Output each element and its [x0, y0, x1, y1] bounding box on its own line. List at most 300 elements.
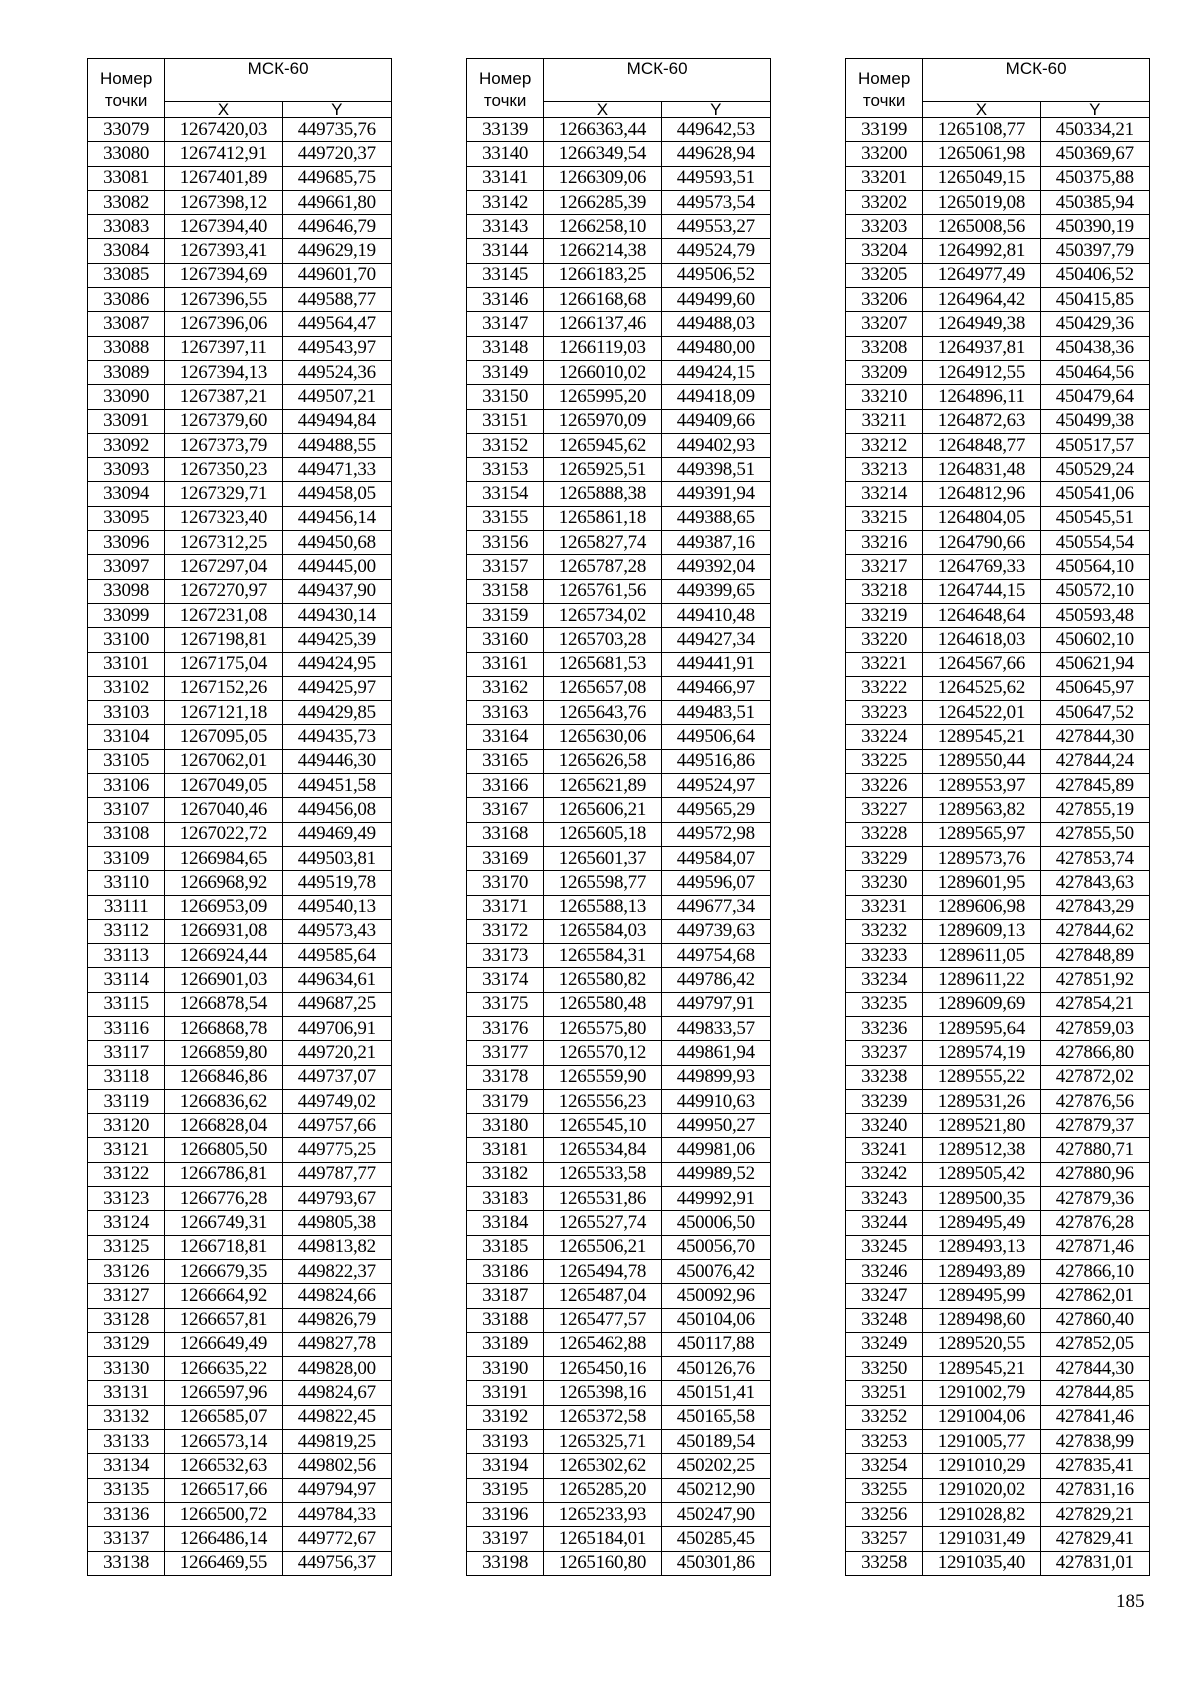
coordinate-system-header: МСК-60	[923, 59, 1150, 102]
table-row	[88, 1235, 392, 1259]
x-coordinate-cell: 1264812,96	[923, 482, 1040, 506]
y-coordinate-cell: 427876,28	[1040, 1211, 1149, 1235]
table-row	[467, 1016, 771, 1040]
point-number-cell: 33252	[846, 1405, 923, 1429]
table-row	[467, 1041, 771, 1065]
point-number-cell: 33161	[467, 652, 544, 676]
table-row	[88, 603, 392, 627]
point-number-cell: 33237	[846, 1041, 923, 1065]
y-coordinate-cell: 449450,68	[282, 531, 391, 555]
point-number-cell: 33187	[467, 1284, 544, 1308]
y-coordinate-cell: 450621,94	[1040, 652, 1149, 676]
y-coordinate-cell: 449989,52	[661, 1162, 770, 1186]
table-row	[467, 1211, 771, 1235]
y-coordinate-cell: 449797,91	[661, 992, 770, 1016]
point-number-cell: 33154	[467, 482, 544, 506]
x-coordinate-cell: 1266469,55	[165, 1551, 282, 1575]
x-coordinate-cell: 1266749,31	[165, 1211, 282, 1235]
table-row	[846, 239, 1150, 263]
point-number-cell: 33174	[467, 968, 544, 992]
table-row	[88, 1211, 392, 1235]
point-number-cell: 33186	[467, 1259, 544, 1283]
x-coordinate-cell: 1266828,04	[165, 1114, 282, 1138]
table-row	[88, 166, 392, 190]
point-number-cell: 33239	[846, 1089, 923, 1113]
x-coordinate-cell: 1289609,13	[923, 919, 1040, 943]
table-row	[88, 312, 392, 336]
y-coordinate-cell: 449543,97	[282, 336, 391, 360]
y-coordinate-cell: 449506,52	[661, 263, 770, 287]
y-coordinate-cell: 449757,66	[282, 1114, 391, 1138]
x-coordinate-cell: 1267396,55	[165, 288, 282, 312]
x-coordinate-cell: 1291020,02	[923, 1478, 1040, 1502]
table-row	[88, 555, 392, 579]
y-coordinate-cell: 449466,97	[661, 676, 770, 700]
x-coordinate-cell: 1265570,12	[544, 1041, 661, 1065]
table-row	[467, 846, 771, 870]
y-coordinate-cell: 427855,19	[1040, 798, 1149, 822]
y-coordinate-cell: 427855,50	[1040, 822, 1149, 846]
x-coordinate-cell: 1265888,38	[544, 482, 661, 506]
y-coordinate-cell: 449784,33	[282, 1502, 391, 1526]
table-row	[846, 749, 1150, 773]
point-number-cell: 33090	[88, 385, 165, 409]
table-row	[846, 968, 1150, 992]
x-coordinate-cell: 1267394,13	[165, 360, 282, 384]
x-coordinate-cell: 1266486,14	[165, 1527, 282, 1551]
point-number-cell: 33147	[467, 312, 544, 336]
table-row	[846, 1114, 1150, 1138]
point-number-cell: 33225	[846, 749, 923, 773]
point-number-cell: 33151	[467, 409, 544, 433]
x-coordinate-cell: 1265606,21	[544, 798, 661, 822]
x-coordinate-cell: 1264769,33	[923, 555, 1040, 579]
point-number-cell: 33168	[467, 822, 544, 846]
y-coordinate-cell: 450334,21	[1040, 118, 1149, 142]
point-number-cell: 33129	[88, 1332, 165, 1356]
point-number-cell: 33134	[88, 1454, 165, 1478]
y-coordinate-cell: 449588,77	[282, 288, 391, 312]
y-coordinate-cell: 449488,03	[661, 312, 770, 336]
x-coordinate-cell: 1289495,49	[923, 1211, 1040, 1235]
y-coordinate-cell: 449524,79	[661, 239, 770, 263]
x-coordinate-cell: 1289611,22	[923, 968, 1040, 992]
point-number-cell: 33122	[88, 1162, 165, 1186]
y-coordinate-cell: 427829,41	[1040, 1527, 1149, 1551]
x-coordinate-cell: 1266868,78	[165, 1016, 282, 1040]
y-coordinate-cell: 450397,79	[1040, 239, 1149, 263]
table-row	[88, 1430, 392, 1454]
y-coordinate-cell: 427851,92	[1040, 968, 1149, 992]
x-coordinate-cell: 1266664,92	[165, 1284, 282, 1308]
point-number-cell: 33120	[88, 1114, 165, 1138]
point-number-cell: 33247	[846, 1284, 923, 1308]
y-coordinate-cell: 427853,74	[1040, 846, 1149, 870]
table-row	[467, 1502, 771, 1526]
x-coordinate-cell: 1265325,71	[544, 1430, 661, 1454]
y-coordinate-cell: 449737,07	[282, 1065, 391, 1089]
table-row	[846, 1527, 1150, 1551]
table-row	[467, 871, 771, 895]
y-coordinate-cell: 450165,58	[661, 1405, 770, 1429]
x-coordinate-cell: 1266657,81	[165, 1308, 282, 1332]
x-coordinate-cell: 1265061,98	[923, 142, 1040, 166]
x-coordinate-cell: 1267062,01	[165, 749, 282, 773]
table-row	[846, 1308, 1150, 1332]
point-number-cell: 33183	[467, 1187, 544, 1211]
table-row	[467, 458, 771, 482]
page-number: 185	[1116, 1591, 1145, 1612]
y-coordinate-cell: 427841,46	[1040, 1405, 1149, 1429]
x-coordinate-cell: 1267397,11	[165, 336, 282, 360]
table-row	[846, 482, 1150, 506]
point-number-cell: 33098	[88, 579, 165, 603]
y-coordinate-cell: 449793,67	[282, 1187, 391, 1211]
x-coordinate-cell: 1267152,26	[165, 676, 282, 700]
table-row	[467, 385, 771, 409]
point-number-cell: 33171	[467, 895, 544, 919]
y-coordinate-cell: 449425,39	[282, 628, 391, 652]
x-coordinate-cell: 1264937,81	[923, 336, 1040, 360]
point-number-cell: 33178	[467, 1065, 544, 1089]
table-row	[88, 215, 392, 239]
point-number-cell: 33166	[467, 774, 544, 798]
point-number-cell: 33162	[467, 676, 544, 700]
table-row	[88, 1089, 392, 1113]
x-coordinate-cell: 1264964,42	[923, 288, 1040, 312]
x-coordinate-cell: 1265108,77	[923, 118, 1040, 142]
x-coordinate-cell: 1266500,72	[165, 1502, 282, 1526]
point-number-cell: 33082	[88, 190, 165, 214]
point-number-header: Номер точки	[846, 59, 923, 118]
point-number-cell: 33087	[88, 312, 165, 336]
point-number-cell: 33185	[467, 1235, 544, 1259]
point-number-cell: 33175	[467, 992, 544, 1016]
point-number-cell: 33248	[846, 1308, 923, 1332]
table-row	[467, 992, 771, 1016]
y-coordinate-cell: 449451,58	[282, 774, 391, 798]
x-coordinate-cell: 1264831,48	[923, 458, 1040, 482]
x-coordinate-cell: 1267121,18	[165, 701, 282, 725]
y-coordinate-cell: 449794,97	[282, 1478, 391, 1502]
y-coordinate-cell: 449813,82	[282, 1235, 391, 1259]
point-number-cell: 33142	[467, 190, 544, 214]
y-coordinate-cell: 449687,25	[282, 992, 391, 1016]
x-coordinate-cell: 1291010,29	[923, 1454, 1040, 1478]
x-coordinate-cell: 1267398,12	[165, 190, 282, 214]
x-coordinate-cell: 1265827,74	[544, 531, 661, 555]
table-row	[88, 142, 392, 166]
table-row	[467, 774, 771, 798]
x-coordinate-cell: 1289493,13	[923, 1235, 1040, 1259]
point-number-cell: 33109	[88, 846, 165, 870]
point-number-cell: 33083	[88, 215, 165, 239]
point-number-cell: 33086	[88, 288, 165, 312]
y-coordinate-cell: 449819,25	[282, 1430, 391, 1454]
y-coordinate-cell: 450151,41	[661, 1381, 770, 1405]
x-coordinate-cell: 1265588,13	[544, 895, 661, 919]
point-number-cell: 33189	[467, 1332, 544, 1356]
point-number-cell: 33139	[467, 118, 544, 142]
y-coordinate-cell: 450104,06	[661, 1308, 770, 1332]
table-row	[88, 822, 392, 846]
table-row	[467, 215, 771, 239]
y-coordinate-cell: 449910,63	[661, 1089, 770, 1113]
y-coordinate-cell: 449573,54	[661, 190, 770, 214]
y-coordinate-cell: 450572,10	[1040, 579, 1149, 603]
coordinates-table-2	[466, 58, 771, 1576]
table-row	[846, 1551, 1150, 1575]
point-number-cell: 33205	[846, 263, 923, 287]
table-row	[467, 579, 771, 603]
point-number-cell: 33213	[846, 458, 923, 482]
point-number-cell: 33211	[846, 409, 923, 433]
x-coordinate-cell: 1266573,14	[165, 1430, 282, 1454]
x-header: X	[544, 102, 661, 118]
x-coordinate-cell: 1266649,49	[165, 1332, 282, 1356]
table-row	[88, 774, 392, 798]
table-row	[88, 1502, 392, 1526]
table-row	[846, 385, 1150, 409]
x-coordinate-cell: 1266679,35	[165, 1259, 282, 1283]
x-coordinate-cell: 1266214,38	[544, 239, 661, 263]
y-coordinate-cell: 450189,54	[661, 1430, 770, 1454]
x-coordinate-cell: 1267387,21	[165, 385, 282, 409]
x-coordinate-cell: 1266931,08	[165, 919, 282, 943]
y-coordinate-cell: 449483,51	[661, 701, 770, 725]
y-coordinate-cell: 449503,81	[282, 846, 391, 870]
table-row	[846, 142, 1150, 166]
y-coordinate-cell: 450126,76	[661, 1357, 770, 1381]
x-coordinate-cell: 1265533,58	[544, 1162, 661, 1186]
y-coordinate-cell: 449409,66	[661, 409, 770, 433]
x-coordinate-cell: 1265580,82	[544, 968, 661, 992]
y-coordinate-cell: 450056,70	[661, 1235, 770, 1259]
table-row	[88, 506, 392, 530]
table-row	[467, 190, 771, 214]
point-number-cell: 33196	[467, 1502, 544, 1526]
x-coordinate-cell: 1267175,04	[165, 652, 282, 676]
point-number-cell: 33157	[467, 555, 544, 579]
y-coordinate-cell: 449540,13	[282, 895, 391, 919]
point-number-cell: 33199	[846, 118, 923, 142]
x-coordinate-cell: 1266924,44	[165, 944, 282, 968]
y-coordinate-cell: 450602,10	[1040, 628, 1149, 652]
table-row	[467, 288, 771, 312]
y-coordinate-cell: 449822,45	[282, 1405, 391, 1429]
table-row	[467, 1332, 771, 1356]
x-coordinate-cell: 1264567,66	[923, 652, 1040, 676]
table-row	[88, 919, 392, 943]
x-coordinate-cell: 1264896,11	[923, 385, 1040, 409]
x-coordinate-cell: 1266168,68	[544, 288, 661, 312]
table-row	[846, 725, 1150, 749]
table-row	[846, 992, 1150, 1016]
point-number-cell: 33206	[846, 288, 923, 312]
coordinates-table-body	[88, 118, 392, 1576]
x-coordinate-cell: 1264848,77	[923, 433, 1040, 457]
table-row	[846, 1478, 1150, 1502]
y-coordinate-cell: 450375,88	[1040, 166, 1149, 190]
table-row	[88, 1187, 392, 1211]
x-coordinate-cell: 1265584,31	[544, 944, 661, 968]
table-row	[846, 871, 1150, 895]
x-coordinate-cell: 1289555,22	[923, 1065, 1040, 1089]
point-number-cell: 33117	[88, 1041, 165, 1065]
x-coordinate-cell: 1265626,58	[544, 749, 661, 773]
table-row	[846, 774, 1150, 798]
point-number-cell: 33257	[846, 1527, 923, 1551]
y-coordinate-cell: 449516,86	[661, 749, 770, 773]
point-number-cell: 33214	[846, 482, 923, 506]
y-coordinate-cell: 427838,99	[1040, 1430, 1149, 1454]
y-coordinate-cell: 449661,80	[282, 190, 391, 214]
y-coordinate-cell: 449634,61	[282, 968, 391, 992]
table-row	[846, 1357, 1150, 1381]
table-row	[846, 1041, 1150, 1065]
table-row	[467, 142, 771, 166]
point-number-cell: 33092	[88, 433, 165, 457]
table-row	[88, 360, 392, 384]
point-number-cell: 33256	[846, 1502, 923, 1526]
point-number-cell: 33119	[88, 1089, 165, 1113]
coordinates-table-body	[846, 118, 1150, 1576]
table-row	[846, 312, 1150, 336]
x-coordinate-cell: 1265703,28	[544, 628, 661, 652]
x-coordinate-cell: 1267394,40	[165, 215, 282, 239]
y-coordinate-cell: 427872,02	[1040, 1065, 1149, 1089]
table-row	[846, 360, 1150, 384]
point-number-cell: 33216	[846, 531, 923, 555]
y-coordinate-cell: 427879,37	[1040, 1114, 1149, 1138]
y-coordinate-cell: 449775,25	[282, 1138, 391, 1162]
point-number-cell: 33170	[467, 871, 544, 895]
x-coordinate-cell: 1291028,82	[923, 1502, 1040, 1526]
x-coordinate-cell: 1265970,09	[544, 409, 661, 433]
y-coordinate-cell: 449425,97	[282, 676, 391, 700]
point-number-cell: 33131	[88, 1381, 165, 1405]
point-number-cell: 33230	[846, 871, 923, 895]
point-number-cell: 33188	[467, 1308, 544, 1332]
coordinates-table-body	[467, 118, 771, 1576]
table-row	[88, 1381, 392, 1405]
table-row	[88, 458, 392, 482]
x-coordinate-cell: 1267373,79	[165, 433, 282, 457]
y-coordinate-cell: 450202,25	[661, 1454, 770, 1478]
table-row	[846, 288, 1150, 312]
table-row	[88, 1332, 392, 1356]
table-row	[467, 895, 771, 919]
point-number-cell: 33232	[846, 919, 923, 943]
y-coordinate-cell: 427866,80	[1040, 1041, 1149, 1065]
table-row	[88, 846, 392, 870]
table-row	[467, 1405, 771, 1429]
y-coordinate-cell: 449446,30	[282, 749, 391, 773]
y-coordinate-cell: 449981,06	[661, 1138, 770, 1162]
y-coordinate-cell: 449629,19	[282, 239, 391, 263]
table-row	[846, 1089, 1150, 1113]
y-coordinate-cell: 427854,21	[1040, 992, 1149, 1016]
table-row	[467, 1430, 771, 1454]
y-coordinate-cell: 450464,56	[1040, 360, 1149, 384]
point-number-cell: 33253	[846, 1430, 923, 1454]
y-coordinate-cell: 449786,42	[661, 968, 770, 992]
point-number-cell: 33202	[846, 190, 923, 214]
table-row	[88, 1065, 392, 1089]
y-coordinate-cell: 449572,98	[661, 822, 770, 846]
y-coordinate-cell: 450429,36	[1040, 312, 1149, 336]
y-coordinate-cell: 449826,79	[282, 1308, 391, 1332]
y-coordinate-cell: 450301,86	[661, 1551, 770, 1575]
point-number-cell: 33149	[467, 360, 544, 384]
y-coordinate-cell: 449458,05	[282, 482, 391, 506]
table-row	[467, 749, 771, 773]
point-number-cell: 33203	[846, 215, 923, 239]
table-row	[467, 239, 771, 263]
y-coordinate-cell: 450499,38	[1040, 409, 1149, 433]
point-number-cell: 33140	[467, 142, 544, 166]
table-row	[88, 701, 392, 725]
table-row	[467, 360, 771, 384]
y-coordinate-cell: 449706,91	[282, 1016, 391, 1040]
x-coordinate-cell: 1265761,56	[544, 579, 661, 603]
y-coordinate-cell: 450554,54	[1040, 531, 1149, 555]
point-number-cell: 33081	[88, 166, 165, 190]
y-coordinate-cell: 449749,02	[282, 1089, 391, 1113]
x-coordinate-cell: 1265506,21	[544, 1235, 661, 1259]
y-coordinate-cell: 450117,88	[661, 1332, 770, 1356]
x-coordinate-cell: 1266805,50	[165, 1138, 282, 1162]
point-number-cell: 33209	[846, 360, 923, 384]
x-coordinate-cell: 1266859,80	[165, 1041, 282, 1065]
table-row	[467, 1259, 771, 1283]
y-coordinate-cell: 450390,19	[1040, 215, 1149, 239]
point-number-cell: 33244	[846, 1211, 923, 1235]
table-row	[846, 1430, 1150, 1454]
x-coordinate-cell: 1265302,62	[544, 1454, 661, 1478]
x-coordinate-cell: 1265494,78	[544, 1259, 661, 1283]
point-number-cell: 33136	[88, 1502, 165, 1526]
x-coordinate-cell: 1289545,21	[923, 725, 1040, 749]
y-header: Y	[661, 102, 770, 118]
table-row	[88, 1284, 392, 1308]
y-coordinate-cell: 449601,70	[282, 263, 391, 287]
y-coordinate-cell: 427852,05	[1040, 1332, 1149, 1356]
point-number-cell: 33160	[467, 628, 544, 652]
y-coordinate-cell: 449392,04	[661, 555, 770, 579]
y-coordinate-cell: 449387,16	[661, 531, 770, 555]
x-coordinate-cell: 1265643,76	[544, 701, 661, 725]
point-number-cell: 33105	[88, 749, 165, 773]
table-row	[467, 555, 771, 579]
x-coordinate-cell: 1289493,89	[923, 1259, 1040, 1283]
point-number-cell: 33128	[88, 1308, 165, 1332]
point-number-cell: 33112	[88, 919, 165, 943]
point-number-cell: 33148	[467, 336, 544, 360]
table-row	[467, 652, 771, 676]
table-row	[846, 433, 1150, 457]
y-coordinate-cell: 449754,68	[661, 944, 770, 968]
x-coordinate-cell: 1266517,66	[165, 1478, 282, 1502]
point-number-cell: 33152	[467, 433, 544, 457]
point-number-cell: 33176	[467, 1016, 544, 1040]
y-coordinate-cell: 449677,34	[661, 895, 770, 919]
point-number-cell: 33224	[846, 725, 923, 749]
x-coordinate-cell: 1289550,44	[923, 749, 1040, 773]
table-row	[846, 458, 1150, 482]
point-number-cell: 33156	[467, 531, 544, 555]
x-coordinate-cell: 1266285,39	[544, 190, 661, 214]
